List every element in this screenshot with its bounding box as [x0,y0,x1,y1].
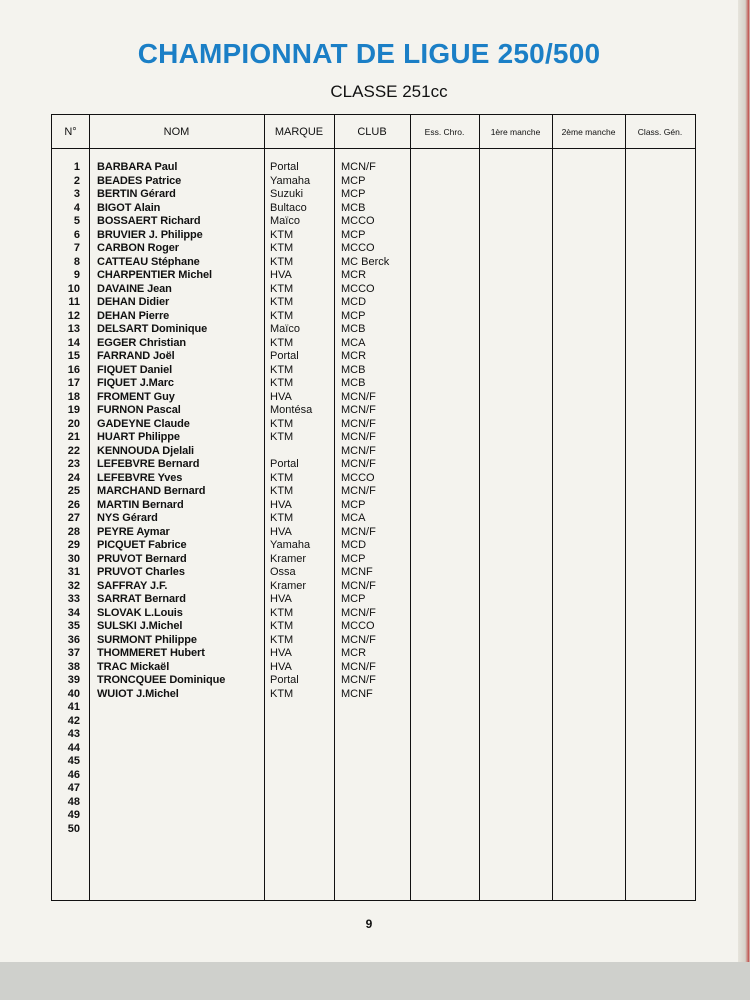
header-ess-chro: Ess. Chro. [424,126,465,137]
rider-club: MCN/F [341,444,376,457]
rider-brand: HVA [270,390,292,403]
table-row [52,661,695,675]
row-number: 37 [67,647,80,659]
table-row [52,485,695,499]
table-row [52,310,695,324]
rider-brand: KTM [270,255,294,268]
rider-club: MCP [341,552,366,565]
rider-name: FROMENT Guy [97,390,175,403]
rider-name: MARTIN Bernard [97,498,184,511]
row-number: 48 [67,795,80,808]
rider-club: MCN/F [341,674,376,686]
row-number: 7 [73,242,80,254]
table-row [52,215,695,229]
rider-name: SAFFRAY J.F. [97,579,168,592]
row-number: 10 [67,282,80,295]
rider-name: FARRAND Joël [97,350,175,362]
table-row [52,431,695,445]
rider-name: TRONCQUEE Dominique [97,674,226,686]
header-divider [52,148,695,149]
row-number: 22 [67,444,80,457]
row-number: 17 [67,377,80,389]
header-class-gen: Class. Gén. [637,126,683,137]
table-row [52,337,695,351]
table-row [52,566,695,580]
row-number: 43 [67,728,80,740]
rider-brand: HVA [270,269,292,281]
rider-brand: Maïco [270,323,300,335]
row-number: 25 [67,485,80,497]
row-number: 3 [73,188,80,200]
row-number: 26 [67,498,80,511]
rider-brand: Montésa [270,404,313,416]
row-number: 29 [67,539,80,551]
table-row [52,161,695,175]
table-row [52,620,695,634]
row-number: 40 [67,687,80,700]
row-number: 35 [67,620,80,632]
header-marque: MARQUE [274,125,324,138]
rider-club: MCN/F [341,417,376,430]
rider-club: MCP [341,174,366,187]
table-row [52,647,695,661]
rider-club: MC Berck [341,255,390,268]
row-number: 12 [67,309,80,322]
page-edge [738,0,750,962]
rider-club: MCCO [341,242,375,254]
rider-brand: HVA [270,660,292,673]
rider-name: BARBARA Paul [97,161,178,173]
row-number: 46 [67,768,80,781]
rider-club: MCN/F [341,606,376,619]
row-number: 42 [67,714,80,727]
row-number: 9 [73,269,80,281]
rider-brand: KTM [270,485,294,497]
rider-club: MCP [341,498,366,511]
table-row [52,323,695,337]
header-nom: NOM [163,125,190,138]
rider-club: MCN/F [341,431,376,443]
table-row [52,256,695,270]
rider-name: FURNON Pascal [97,404,181,416]
rider-brand: KTM [270,431,294,443]
row-number: 1 [73,161,80,173]
rider-brand: KTM [270,363,294,376]
row-number: 28 [67,525,80,538]
table-row [52,404,695,418]
rider-name: FIQUET J.Marc [97,377,174,389]
row-number: 32 [67,579,80,592]
rider-name: WUIOT J.Michel [97,687,179,700]
table-row [52,472,695,486]
rider-name: BRUVIER J. Philippe [97,228,203,241]
row-number: 47 [67,782,80,794]
rider-club: MCN/F [341,485,376,497]
row-number: 44 [67,741,80,754]
table-row [52,809,695,823]
rider-brand: KTM [270,471,294,484]
table-row [52,377,695,391]
rider-name: BERTIN Gérard [97,188,176,200]
table-row [52,823,695,837]
rider-name: EGGER Christian [97,336,186,349]
table-row [52,539,695,553]
row-number: 49 [67,809,80,821]
table-row [52,553,695,567]
rider-brand: KTM [270,228,294,241]
table-row [52,782,695,796]
table-row [52,499,695,513]
rider-club: MCB [341,377,366,389]
table-row [52,242,695,256]
rider-name: DEHAN Pierre [97,309,170,322]
rider-club: MCCO [341,471,375,484]
row-number: 4 [73,201,80,214]
rider-club: MCCO [341,282,375,295]
rider-club: MCCO [341,215,375,227]
table-row [52,296,695,310]
rider-club: MCA [341,512,366,524]
rider-brand: Yamaha [270,174,311,187]
entry-table [51,114,696,901]
header-num: N° [64,125,77,138]
table-row [52,350,695,364]
rider-name: BOSSAERT Richard [97,215,201,227]
header-1ere-manche: 1ère manche [490,126,541,137]
rider-club: MCR [341,350,367,362]
table-row [52,755,695,769]
rider-club: MCN/F [341,390,376,403]
rider-club: MCN/F [341,525,376,538]
row-number: 36 [67,633,80,646]
table-row [52,445,695,459]
rider-name: CATTEAU Stéphane [97,255,200,268]
row-number: 30 [67,552,80,565]
rider-brand: KTM [270,377,294,389]
table-row [52,175,695,189]
page-title: CHAMPIONNAT DE LIGUE 250/500 [137,38,601,69]
table-row [52,229,695,243]
rider-club: MCB [341,363,366,376]
rider-club: MCP [341,188,366,200]
row-number: 38 [67,660,80,673]
row-number: 21 [67,431,80,443]
rider-brand: Maïco [270,215,300,227]
table-row [52,580,695,594]
rider-club: MCR [341,269,367,281]
table-row [52,742,695,756]
row-number: 50 [67,822,80,835]
rider-name: DAVAINE Jean [97,282,172,295]
header-club: CLUB [357,125,387,138]
rider-brand: Portal [270,350,299,362]
rider-brand: Yamaha [270,539,311,551]
rider-name: SLOVAK L.Louis [97,606,183,619]
table-row [52,512,695,526]
row-number: 34 [67,606,80,619]
rider-club: MCR [341,647,367,659]
table-row [52,728,695,742]
rider-club: MCB [341,201,366,214]
row-number: 39 [67,674,80,686]
rider-brand: KTM [270,633,294,646]
scan-background [0,962,750,1000]
page-number: 9 [365,917,373,931]
rider-brand: HVA [270,593,292,605]
row-number: 18 [67,390,80,403]
row-number: 13 [67,323,80,335]
rider-name: TRAC Mickaël [97,660,170,673]
rider-name: PICQUET Fabrice [97,539,187,551]
row-number: 45 [67,755,80,767]
rider-club: MCN/F [341,458,376,470]
table-row [52,715,695,729]
rider-club: MCN/F [341,660,376,673]
rider-club: MCNF [341,687,373,700]
header-2eme-manche: 2ème manche [561,126,616,137]
row-number: 20 [67,417,80,430]
row-number: 8 [73,255,80,268]
row-number: 24 [67,471,80,484]
rider-club: MCP [341,228,366,241]
rider-name: DELSART Dominique [97,323,208,335]
rider-brand: HVA [270,647,292,659]
rider-name: PEYRE Aymar [97,525,170,538]
row-number: 41 [67,701,80,713]
row-number: 11 [68,296,80,308]
row-number: 27 [67,512,80,524]
rider-name: GADEYNE Claude [97,417,190,430]
rider-brand: Kramer [270,579,307,592]
row-number: 23 [67,458,80,470]
table-row [52,674,695,688]
rider-club: MCN/F [341,633,376,646]
rider-name: THOMMERET Hubert [97,647,205,659]
rider-name: CARBON Roger [97,242,179,254]
rider-brand: Suzuki [270,188,304,200]
rider-brand: Kramer [270,552,307,565]
rider-brand: KTM [270,606,294,619]
rider-club: MCNF [341,566,373,578]
rider-brand: HVA [270,498,292,511]
rider-name: BIGOT Alain [97,201,161,214]
table-row [52,688,695,702]
rider-brand: KTM [270,417,294,430]
rider-name: DEHAN Didier [97,296,170,308]
rider-club: MCD [341,296,367,308]
rider-brand: Portal [270,458,299,470]
row-number: 15 [67,350,80,362]
rider-brand: Bultaco [270,201,307,214]
table-row [52,607,695,621]
class-subtitle: CLASSE 251cc [330,82,448,101]
row-number: 2 [73,174,80,187]
rider-club: MCN/F [341,161,376,173]
rider-brand: KTM [270,687,294,700]
rider-name: KENNOUDA Djelali [97,444,195,457]
rider-brand: KTM [270,282,294,295]
table-row [52,364,695,378]
row-number: 14 [67,336,80,349]
table-row [52,391,695,405]
rider-name: NYS Gérard [97,512,158,524]
table-row [52,269,695,283]
rider-name: CHARPENTIER Michel [97,269,212,281]
rider-brand: KTM [270,512,294,524]
rider-club: MCP [341,309,366,322]
rider-club: MCN/F [341,579,376,592]
rider-name: LEFEBVRE Bernard [97,458,200,470]
table-row [52,526,695,540]
rider-brand: HVA [270,525,292,538]
rider-name: SULSKI J.Michel [97,620,183,632]
rider-club: MCB [341,323,366,335]
row-number: 33 [67,593,80,605]
table-row [52,593,695,607]
rider-name: FIQUET Daniel [97,363,173,376]
rider-club: MCP [341,593,366,605]
table-row [52,188,695,202]
rider-brand: KTM [270,309,294,322]
table-row [52,634,695,648]
table-row [52,769,695,783]
table-row [52,796,695,810]
rider-club: MCD [341,539,367,551]
rider-club: MCCO [341,620,375,632]
row-number: 6 [73,228,80,241]
rider-brand: Portal [270,674,299,686]
table-row [52,283,695,297]
row-number: 31 [67,566,80,578]
rider-club: MCN/F [341,404,376,416]
rider-name: SURMONT Philippe [97,633,197,646]
row-number: 16 [67,363,80,376]
rider-name: LEFEBVRE Yves [97,471,183,484]
rider-brand: Ossa [270,566,296,578]
table-row [52,701,695,715]
rider-name: SARRAT Bernard [97,593,186,605]
table-row [52,418,695,432]
rider-name: PRUVOT Charles [97,566,185,578]
rider-name: BEADES Patrice [97,174,182,187]
rider-brand: KTM [270,242,294,254]
rider-brand: KTM [270,336,294,349]
table-row [52,458,695,472]
rider-name: HUART Philippe [97,431,180,443]
row-number: 5 [73,215,80,227]
table-row [52,202,695,216]
rider-club: MCA [341,336,366,349]
rider-name: MARCHAND Bernard [97,485,206,497]
rider-name: PRUVOT Bernard [97,552,187,565]
rider-brand: KTM [270,296,294,308]
rider-brand: Portal [270,161,299,173]
rider-brand: KTM [270,620,294,632]
row-number: 19 [67,404,80,416]
